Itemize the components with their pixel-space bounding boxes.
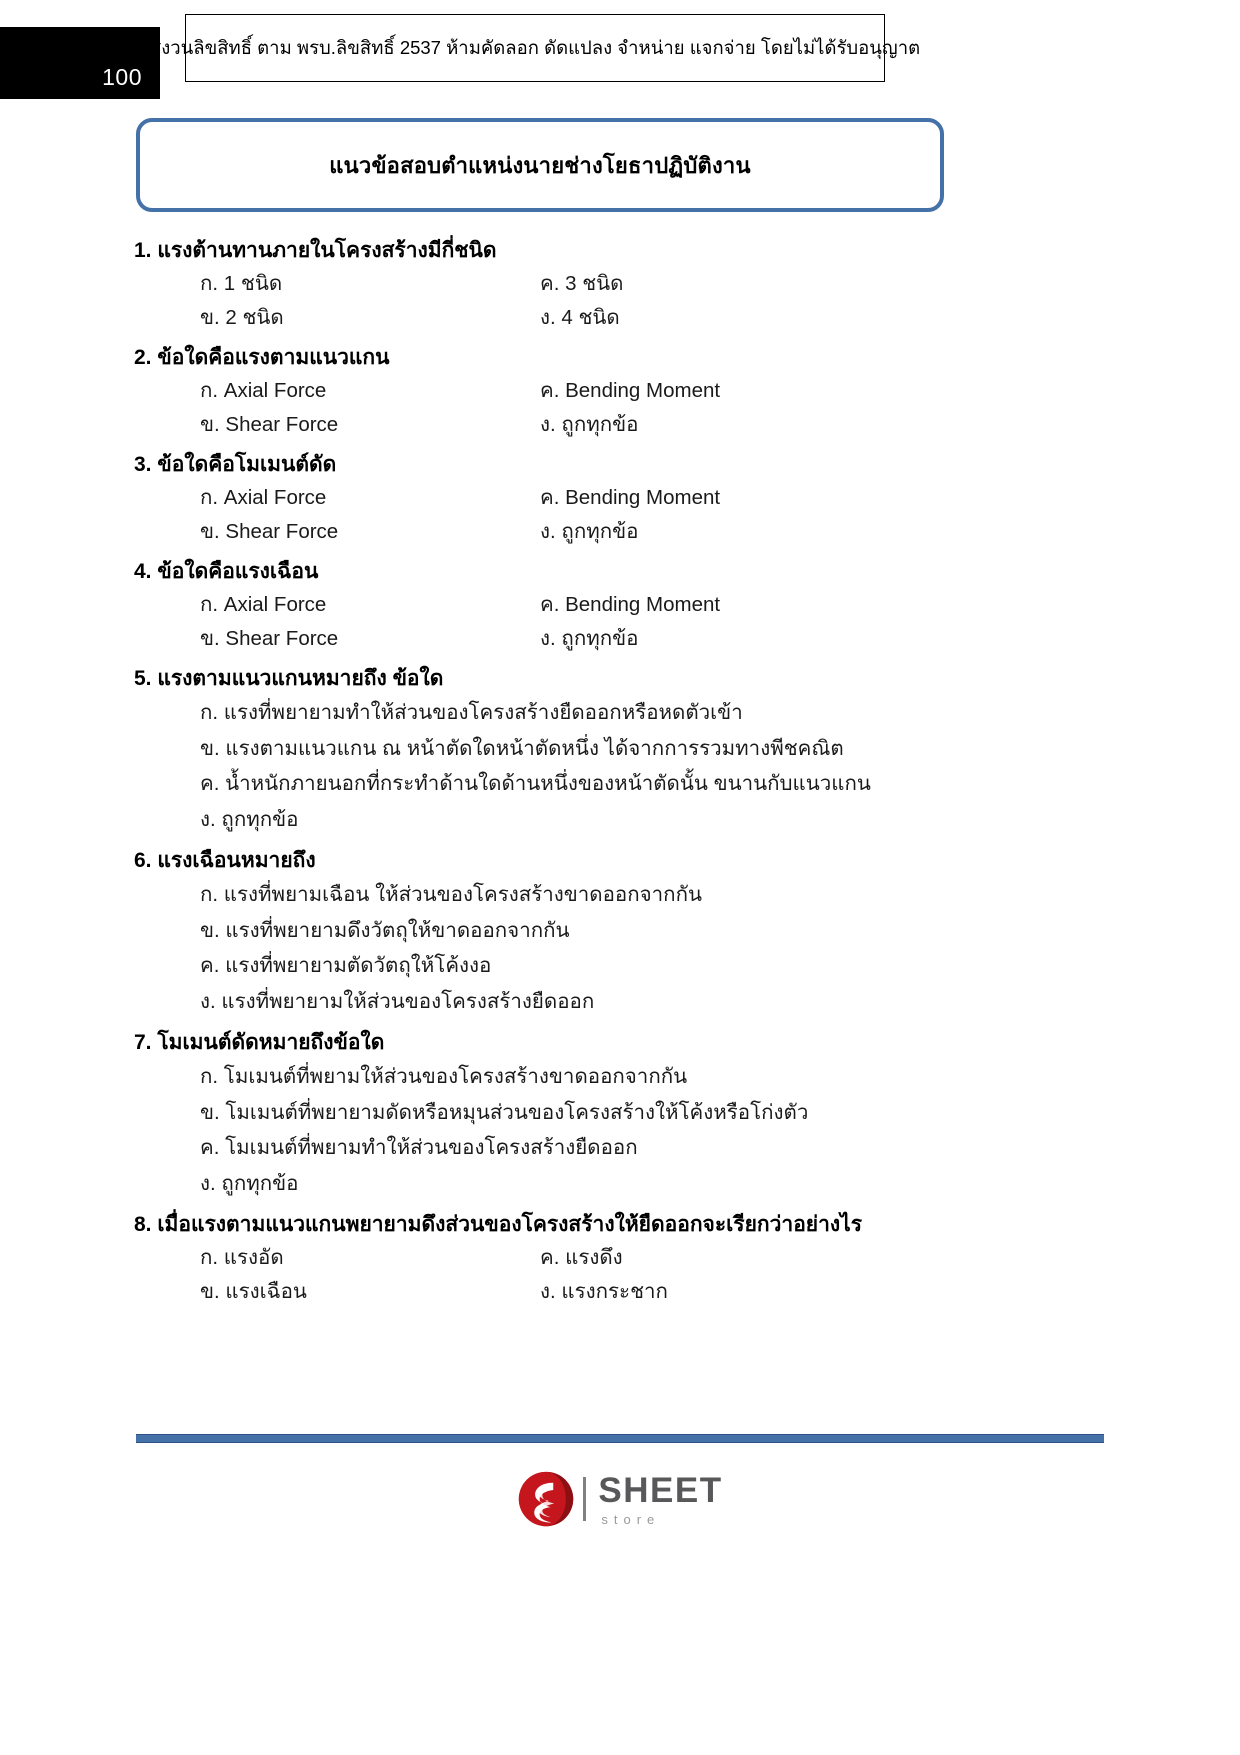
question-text: 8. เมื่อแรงตามแนวแกนพยายามดึงส่วนของโครงสร้างให้ยืดออกจะเรียกว่าอย่างไร [134,1213,862,1236]
option-item[interactable]: ค. Bending Moment [540,593,721,616]
option-item[interactable]: ค. โมเมนต์ที่พยามทำให้ส่วนของโครงสร้างยืดออก [200,1136,638,1159]
option-group [0,1242,1240,1309]
question-text: 1. แรงต้านทานภายในโครงสร้างมีกี่ชนิด [134,239,497,262]
option-item[interactable]: ข. แรงเฉือน [200,1279,307,1303]
question-5 [0,668,1240,838]
copyright-text: สงวนลิขสิทธิ์ ตาม พรบ.ลิขสิทธิ์ 2537 ห้ามคัดลอก ดัดแปลง จำหน่าย แจกจ่าย โดยไม่ได้รับอนุญาต [149,36,921,58]
option-item[interactable]: ข. Shear Force [200,412,339,436]
question-text: 4. ข้อใดคือแรงเฉือน [134,560,319,583]
option-item[interactable]: ก. แรงที่พยายามทำให้ส่วนของโครงสร้างยืดออกหรือหดตัวเข้า [200,701,743,724]
option-item[interactable]: ข. แรงตามแนวแกน ณ หน้าตัดใดหน้าตัดหนึ่ง ได้จากการรวมทางพีชคณิต [200,736,844,760]
option-item[interactable]: ค. Bending Moment [540,486,721,509]
option-item[interactable]: ก. Axial Force [200,486,327,509]
footer-logo [0,1470,1240,1528]
option-item[interactable]: ก. Axial Force [200,379,327,402]
question-text: 7. โมเมนต์ดัดหมายถึงข้อใด [134,1031,385,1054]
question-text: 6. แรงเฉือนหมายถึง [134,849,316,872]
question-8 [0,1214,1240,1309]
option-item[interactable]: ง. แรงกระชาก [540,1279,668,1303]
option-item[interactable]: ก. โมเมนต์ที่พยามให้ส่วนของโครงสร้างขาดออกจากกัน [200,1065,688,1088]
page-number: 100 [102,64,142,90]
logo-subtitle: store [601,1511,661,1527]
footer-divider [136,1434,1104,1443]
page-title: แนวข้อสอบตำแหน่งนายช่างโยธาปฏิบัติงาน [329,152,751,178]
option-item[interactable]: ก. Axial Force [200,593,327,616]
option-item[interactable]: ข. 2 ชนิด [200,305,284,329]
option-item[interactable]: ค. แรงดึง [540,1246,623,1269]
option-item[interactable]: ข. แรงที่พยายามดึงวัตถุให้ขาดออกจากกัน [200,918,570,942]
option-group [0,878,1240,1020]
question-7 [0,1032,1240,1202]
question-1 [0,240,1240,335]
question-text: 5. แรงตามแนวแกนหมายถึง ข้อใด [134,667,444,690]
question-text: 3. ข้อใดคือโมเมนต์ดัด [134,453,337,476]
option-item[interactable]: ข. Shear Force [200,626,339,650]
option-item[interactable]: ก. แรงที่พยามเฉือน ให้ส่วนของโครงสร้างขาดออกจากกัน [200,883,703,906]
option-item[interactable]: ข. โมเมนต์ที่พยายามดัดหรือหมุนส่วนของโครงสร้างให้โค้งหรือโก่งตัว [200,1100,809,1124]
question-2 [0,347,1240,442]
sheet-store-logo-icon [517,1470,575,1528]
option-item[interactable]: ค. น้ำหนักภายนอกที่กระทำด้านใดด้านหนึ่งของหน้าตัดนั้น ขนานกับแนวแกน [200,772,871,795]
option-item[interactable]: ค. แรงที่พยายามตัดวัตถุให้โค้งงอ [200,954,492,977]
question-3 [0,454,1240,549]
option-item[interactable]: ค. Bending Moment [540,379,721,402]
option-item[interactable]: ง. ถูกทุกข้อ [200,1171,299,1195]
option-item[interactable]: ข. Shear Force [200,519,339,543]
logo-name: SHEET [598,1470,723,1510]
page-number-box [0,27,160,99]
option-item[interactable]: ง. ถูกทุกข้อ [540,519,639,543]
question-4 [0,561,1240,656]
option-item[interactable]: ง. 4 ชนิด [540,305,620,329]
option-group [0,375,1240,442]
option-item[interactable]: ง. ถูกทุกข้อ [540,412,639,436]
option-group [0,482,1240,549]
option-group [0,268,1240,335]
option-item[interactable]: ง. แรงที่พยายามให้ส่วนของโครงสร้างยืดออก [200,989,595,1013]
option-group [0,1060,1240,1202]
option-item[interactable]: ง. ถูกทุกข้อ [200,807,299,831]
option-item[interactable]: ง. ถูกทุกข้อ [540,626,639,650]
option-item[interactable]: ก. แรงอัด [200,1246,284,1269]
question-text: 2. ข้อใดคือแรงตามแนวแกน [134,346,390,369]
copyright-banner [149,14,921,82]
question-6 [0,850,1240,1020]
option-group [0,696,1240,838]
option-group [0,589,1240,656]
option-item[interactable]: ค. 3 ชนิด [540,272,624,295]
exam-title-box [136,118,944,212]
logo-wordmark [598,1470,723,1527]
logo-divider [583,1477,586,1521]
option-item[interactable]: ก. 1 ชนิด [200,272,283,295]
question-list [0,240,1240,1321]
